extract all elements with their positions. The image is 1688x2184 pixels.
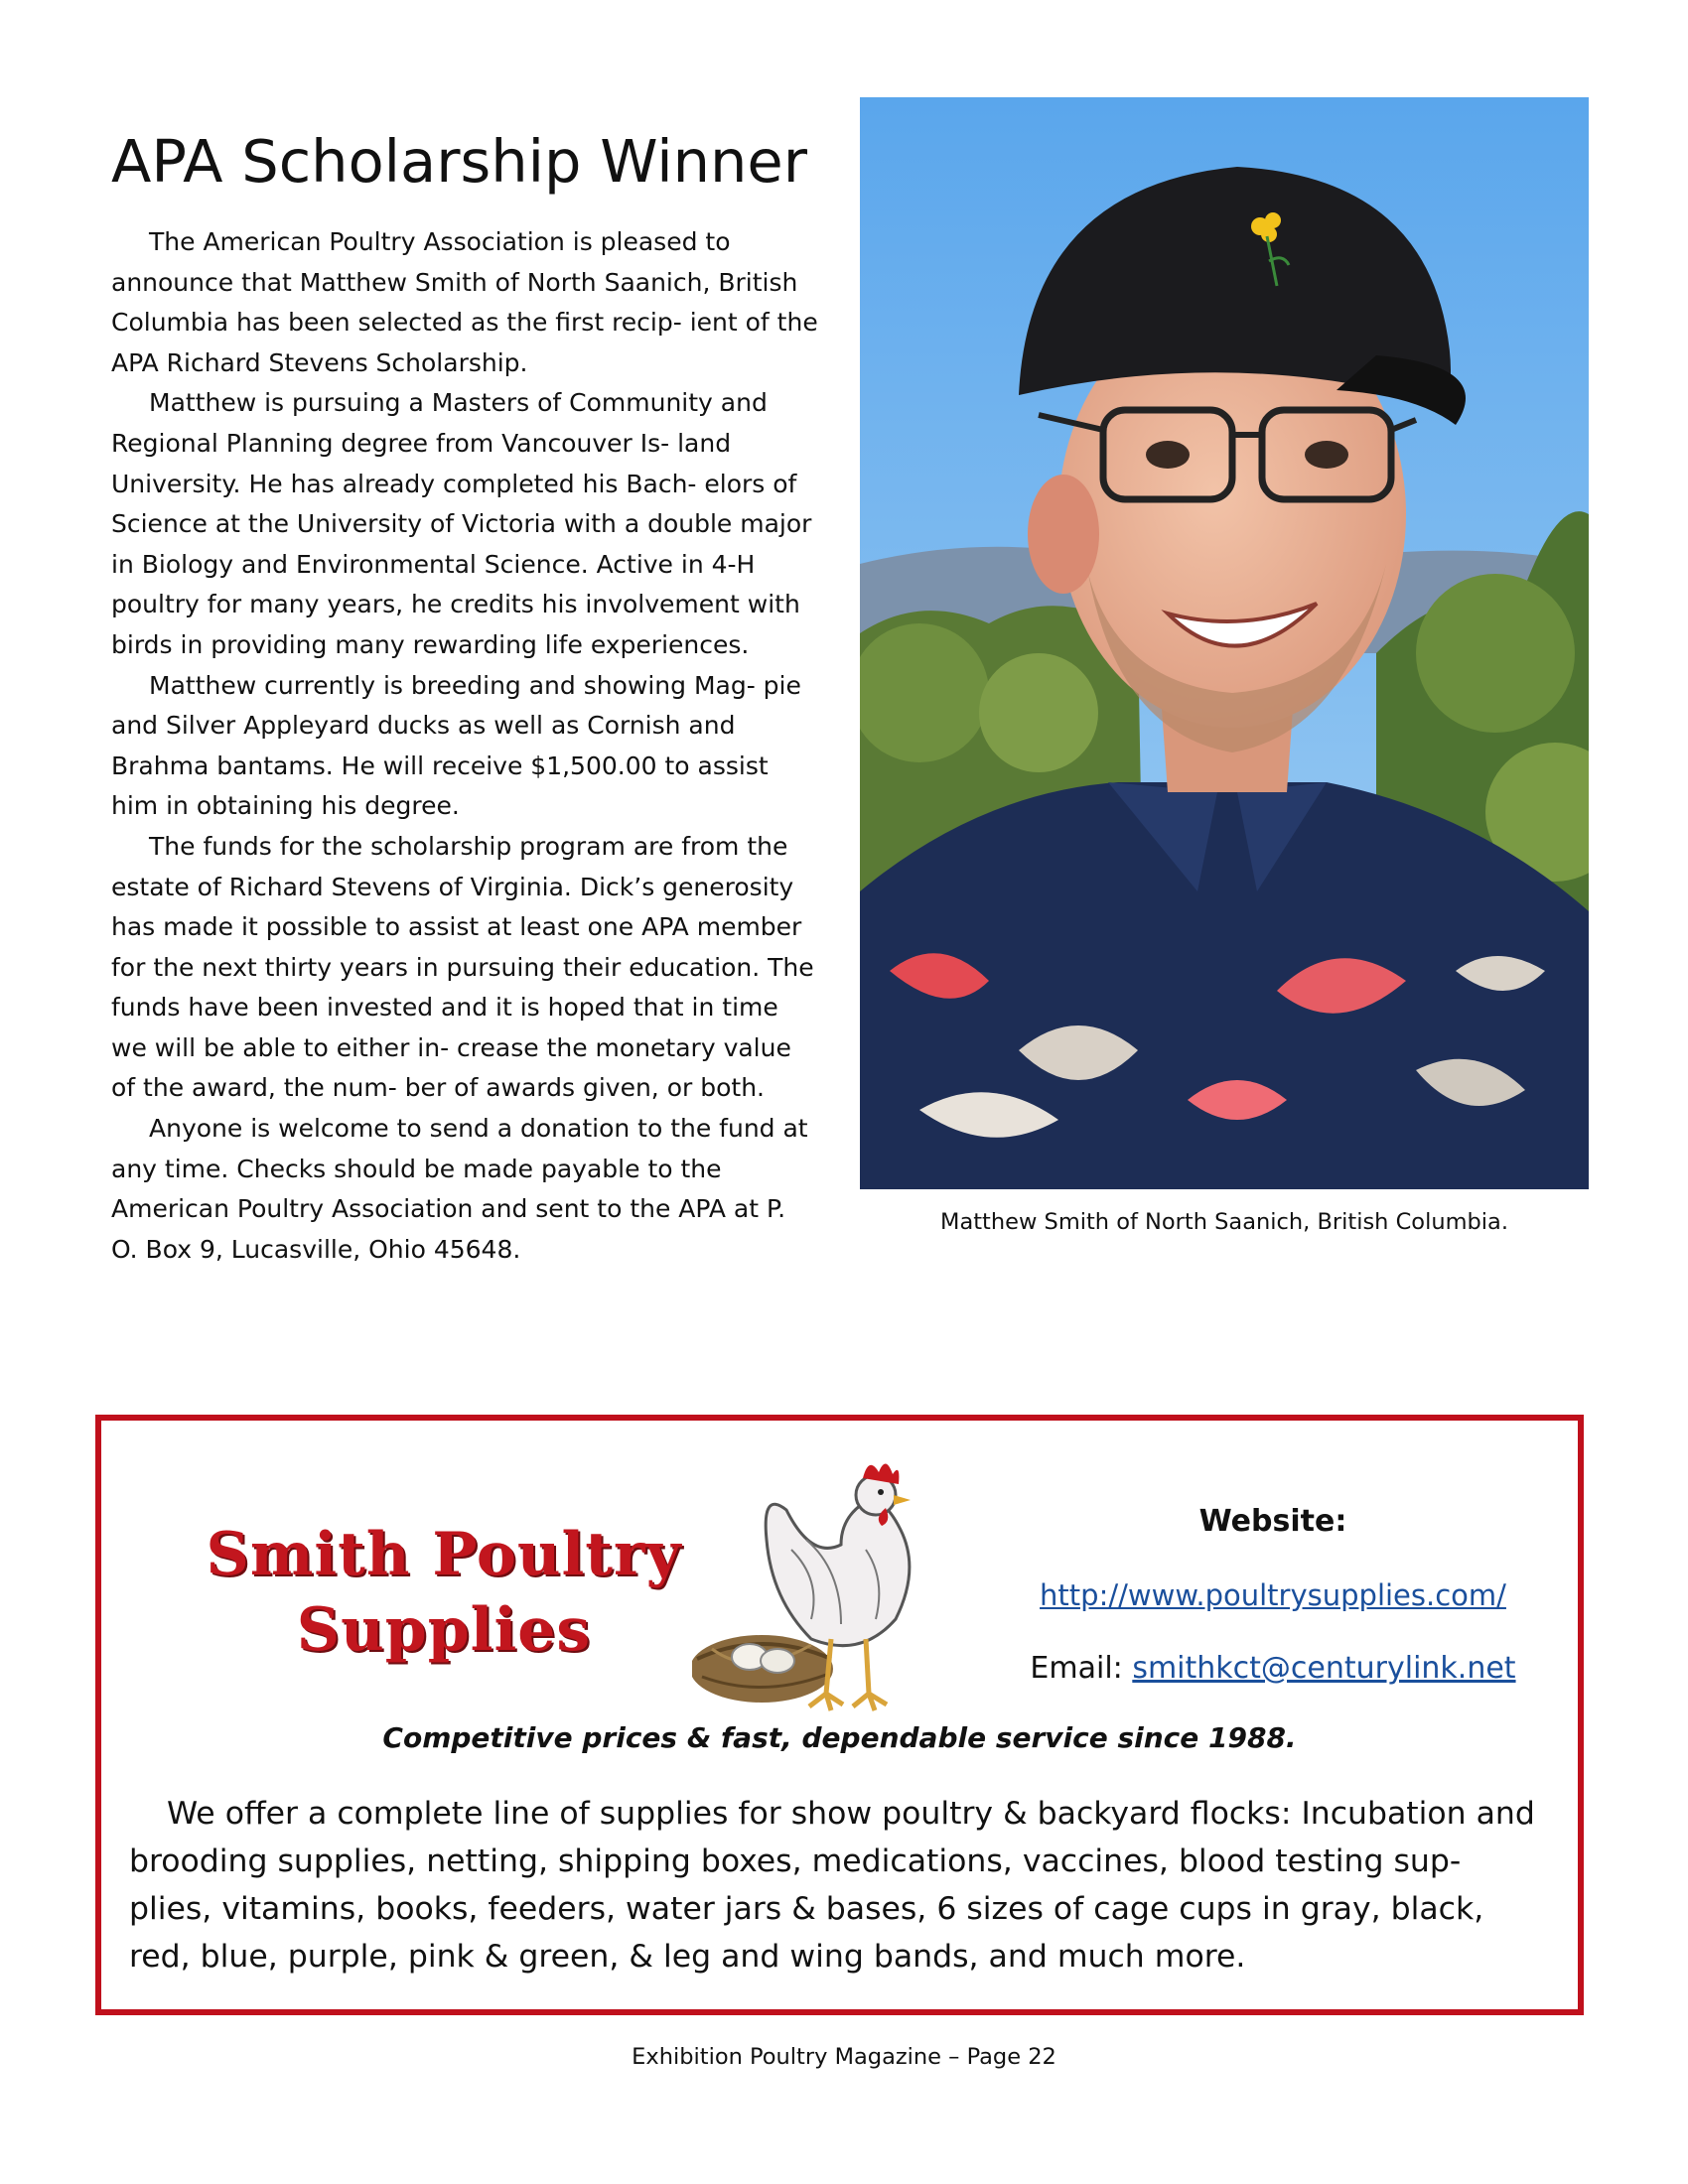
article-paragraph: Anyone is welcome to send a donation to the fund at any time. Checks should be made payable to the American Poultry Association and sent to the APA at P. O. Box 9, Lucasville, Ohio 45648. — [111, 1114, 808, 1264]
logo-line-1: Smith Poultry — [206, 1520, 682, 1589]
page-footer: Exhibition Poultry Magazine – Page 22 — [632, 2044, 1056, 2070]
ad-tagline: Competitive prices & fast, dependable service since 1988. — [382, 1721, 1297, 1754]
email-label: Email: — [1030, 1651, 1123, 1686]
email-link[interactable]: smithkct@centurylink.net — [1132, 1651, 1516, 1686]
ad-body-text: We offer a complete line of supplies for show poultry & backyard flocks: Incubation and brooding supplies, netting, shipping boxes, medications, vaccines, blood testing sup- plies, vitamins, books, feeders, water jars & bases, 6 sizes of cage cups in gray, black, red, blue, purple, pink & green, & leg and wing bands, and much more. — [129, 1796, 1535, 1975]
website-label: Website: — [1198, 1504, 1347, 1539]
article-paragraph: The funds for the scholarship program are from the estate of Richard Stevens of Virginia. Dick’s generosity has made it possible to assist at least one APA member for the next thirty years in pursuing their education. The funds have been invested and it is hoped that in time we will be able to either in- crease the monetary value of the award, the num- ber of awards given, or both. — [111, 831, 814, 1103]
winner-photo — [860, 97, 1589, 1189]
logo-line-2: Supplies — [296, 1595, 592, 1665]
rooster-illustration — [692, 1450, 950, 1728]
article-paragraph: Matthew is pursuing a Masters of Community and Regional Planning degree from Vancouver Is- land University. He has already completed his Bach- elors of Science at the University of Victoria with a double major in Biology and Environmental Science. Active in 4-H poultry for many years, he credits his involvement with birds in providing many rewarding life experiences. — [111, 388, 812, 659]
article-paragraph: The American Poultry Association is pleased to announce that Matthew Smith of North Saanich, British Columbia has been selected as the first recip- ient of the APA Richard Stevens Scholarship. — [111, 227, 818, 377]
smith-poultry-logo — [141, 1520, 747, 1689]
photo-caption: Matthew Smith of North Saanich, British Columbia. — [940, 1209, 1508, 1235]
contact-info — [975, 1496, 1571, 1689]
article-paragraph: Matthew currently is breeding and showing Mag- pie and Silver Appleyard ducks as well as Cornish and Brahma bantams. He will receive $1,500.00 to assist him in obtaining his degree. — [111, 670, 801, 821]
article-title: APA Scholarship Winner — [111, 127, 807, 196]
advertisement-box — [95, 1415, 1584, 2015]
winner-portrait-illustration — [860, 97, 1589, 1189]
website-link[interactable]: http://www.poultrysupplies.com/ — [1040, 1578, 1506, 1612]
article-body — [111, 222, 818, 1270]
